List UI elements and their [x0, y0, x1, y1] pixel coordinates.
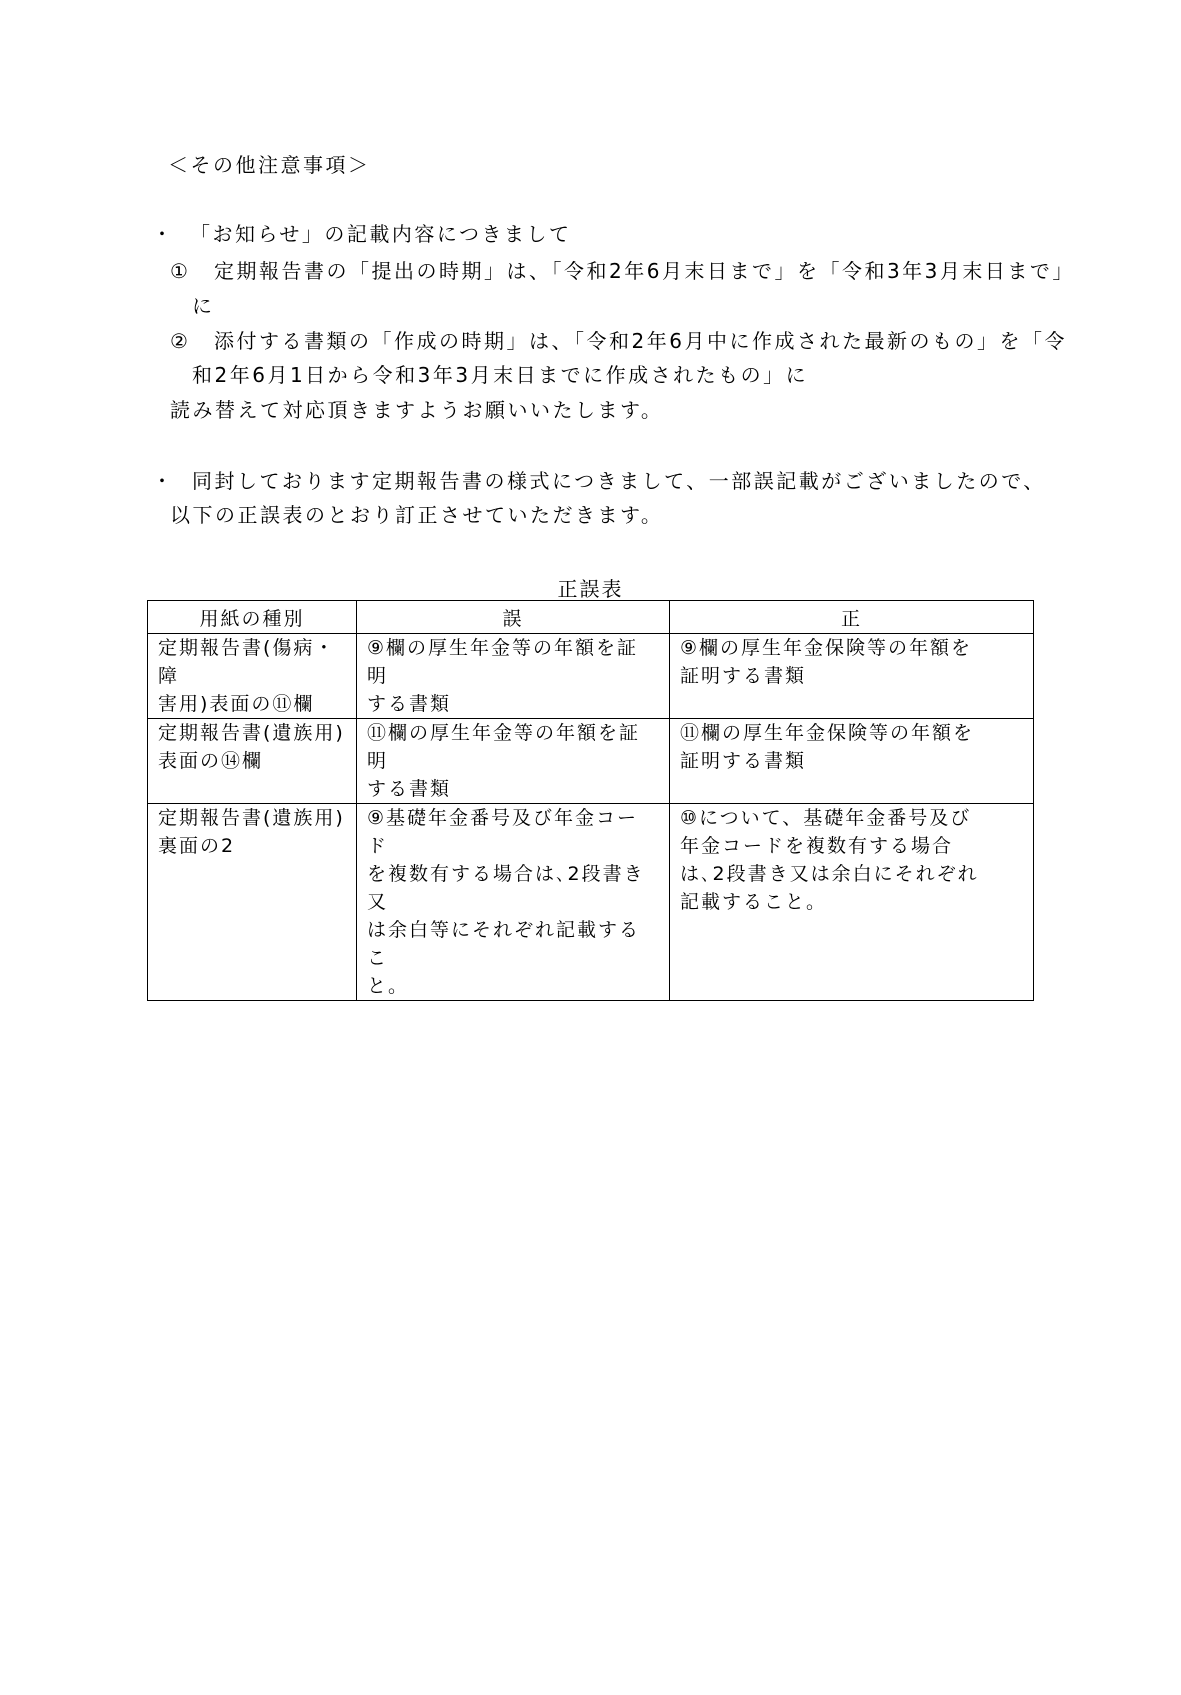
cell-line: 定期報告書(遺族用)	[158, 807, 345, 829]
cell-line: ⑪欄の厚生年金等の年額を証明	[367, 722, 641, 772]
item2-marker: ②	[170, 329, 191, 353]
errata-table	[147, 600, 1034, 1001]
section-heading: ＜その他注意事項＞	[168, 153, 371, 177]
cell-line: ⑨基礎年金番号及び年金コード	[367, 807, 639, 857]
cell-line: は余白等にそれぞれ記載するこ	[367, 919, 641, 969]
cell-line: 年金コードを複数有する場合	[680, 835, 954, 857]
item2-text: 添付する書類の「作成の時期」は、「令和2年6月中に作成された最新のもの」を「令	[214, 329, 1067, 353]
table-cell	[148, 719, 357, 804]
cell-line: 証明する書類	[680, 665, 807, 687]
cell-line: 定期報告書(遺族用)	[158, 722, 345, 744]
cell-line: を複数有する場合は､2段書き又	[367, 863, 645, 913]
cell-line: 害用)表面の⑪欄	[158, 693, 315, 715]
table-header-row	[148, 601, 1034, 634]
bullet: ・	[152, 469, 175, 493]
cell-line: と。	[367, 975, 410, 997]
cell-line: する書類	[367, 778, 452, 800]
header-paper-type: 用紙の種別	[148, 601, 357, 634]
bullet: ・	[152, 222, 175, 246]
cell-line: ⑪欄の厚生年金保険等の年額を	[680, 722, 975, 744]
table-cell	[357, 634, 670, 719]
item1-text: 定期報告書の「提出の時期」は、「令和2年6月末日まで」を「令和3年3月末日まで」	[214, 259, 1075, 283]
cell-line: 裏面の2	[158, 835, 236, 857]
cell-line: ⑩について、基礎年金番号及び	[680, 807, 972, 829]
table-row	[148, 719, 1034, 804]
table-cell	[357, 719, 670, 804]
cell-line: する書類	[367, 693, 452, 715]
cell-line: ⑨欄の厚生年金等の年額を証明	[367, 637, 639, 687]
cell-line: 定期報告書(傷病・障	[158, 637, 336, 687]
table-row	[148, 634, 1034, 719]
item2-text-cont: 和2年6月1日から令和3年3月末日までに作成されたもの」に	[192, 363, 809, 387]
section1-title: 「お知らせ」の記載内容につきまして	[190, 222, 572, 246]
cell-line: ⑨欄の厚生年金保険等の年額を	[680, 637, 973, 659]
header-correct: 正	[670, 601, 1034, 634]
cell-line: 証明する書類	[680, 750, 807, 772]
table-cell	[670, 719, 1034, 804]
item1-marker: ①	[170, 259, 191, 283]
table-row	[148, 804, 1034, 1001]
section2-line2: 以下の正誤表のとおり訂正させていただきます。	[170, 503, 664, 527]
table-cell	[148, 634, 357, 719]
header-wrong: 誤	[357, 601, 670, 634]
table-cell	[148, 804, 357, 1001]
item1-text-cont: に	[192, 294, 215, 318]
table-cell	[357, 804, 670, 1001]
cell-line: 表面の⑭欄	[158, 750, 264, 772]
section2-line1: 同封しております定期報告書の様式につきまして、一部誤記載がございましたので、	[192, 469, 1046, 493]
table-cell	[670, 634, 1034, 719]
table-caption: 正誤表	[557, 577, 624, 601]
cell-line: 記載すること。	[680, 891, 828, 913]
cell-line: は､2段書き又は余白にそれぞれ	[680, 863, 979, 885]
table-cell	[670, 804, 1034, 1001]
section1-closing: 読み替えて対応頂きますようお願いいたします。	[170, 398, 664, 422]
